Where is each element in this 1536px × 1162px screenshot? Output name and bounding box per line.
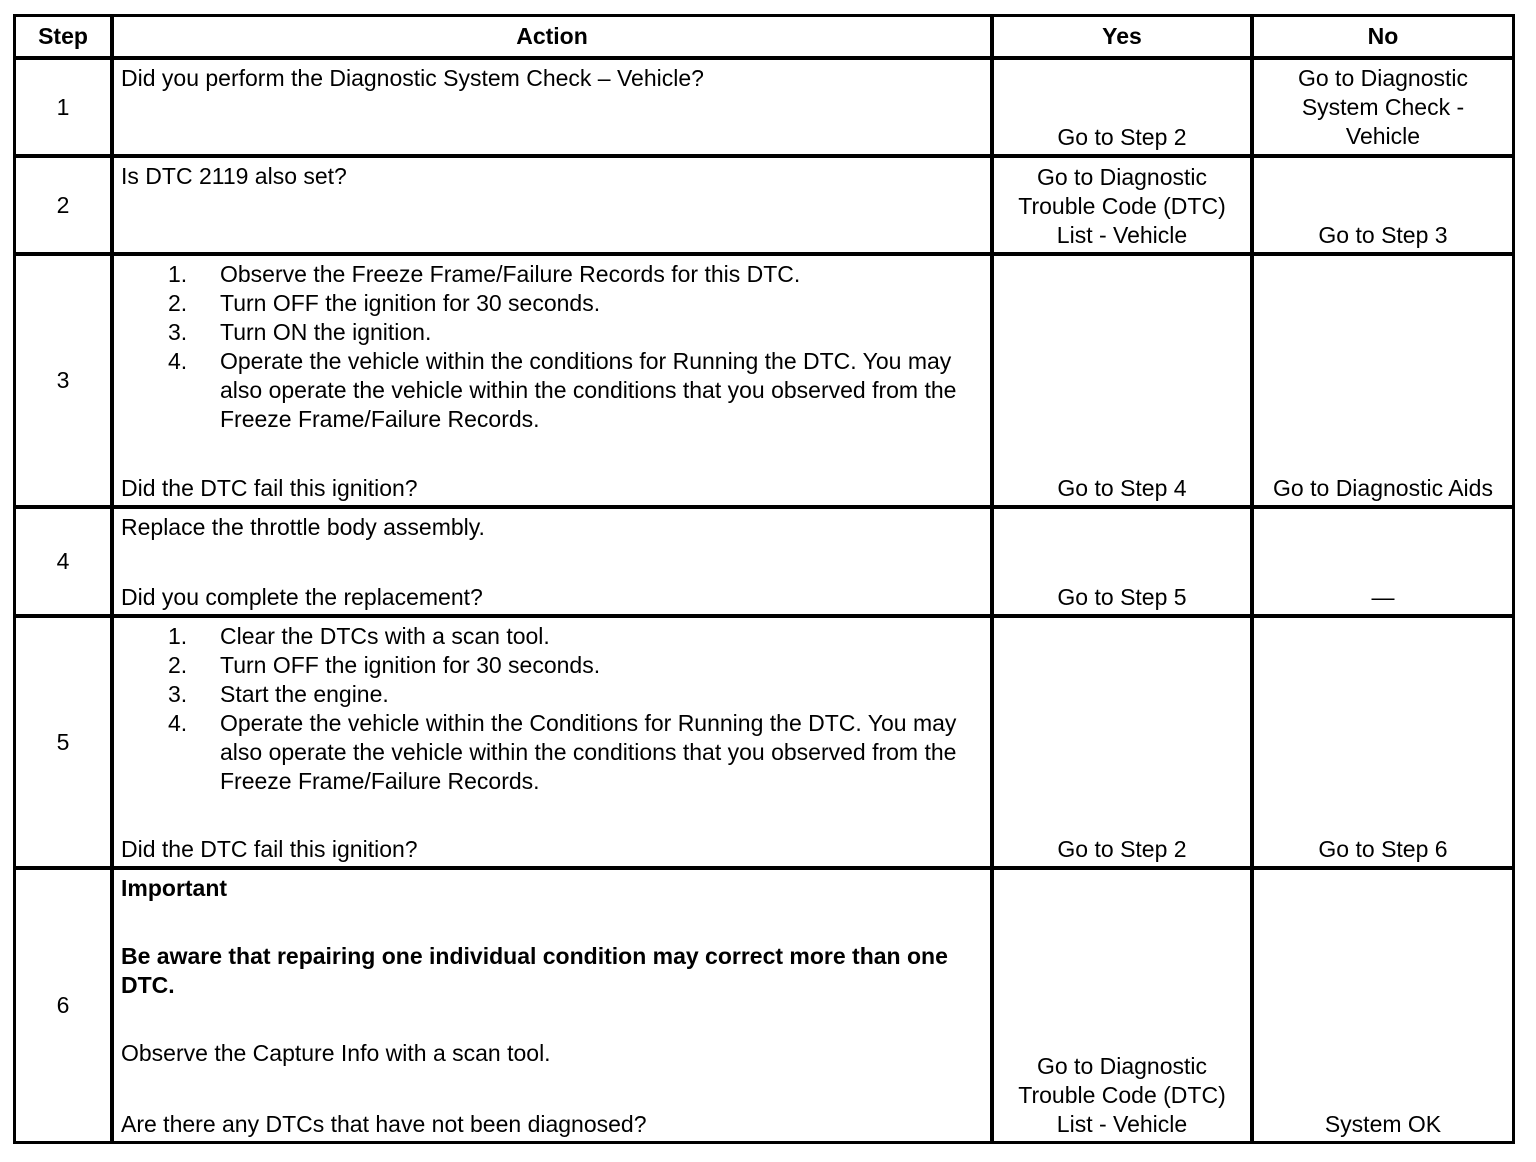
list-item: 1. Clear the DTCs with a scan tool. — [168, 623, 550, 649]
instruction-list — [121, 260, 982, 434]
list-item: 2. Turn OFF the ignition for 30 seconds. — [168, 652, 601, 678]
action-cell — [114, 509, 994, 614]
no-cell: Go to Diagnostic Aids — [1273, 475, 1493, 501]
table-row-step-6 — [16, 870, 1512, 1141]
list-item: 4. Operate the vehicle within the Conditions for Running the DTC. You may also operate the vehicle within the conditions that you observed from the Freeze Frame/Failure Records. — [168, 710, 957, 794]
action-text: Replace the throttle body assembly. — [121, 514, 485, 540]
no-cell: Go to Step 3 — [1318, 222, 1448, 248]
no-cell: — — [1371, 584, 1395, 610]
instruction-list — [121, 622, 982, 796]
header-action: Action — [114, 17, 994, 56]
action-question: Did the DTC fail this ignition? — [121, 475, 418, 501]
yes-cell: Go to Step 4 — [994, 256, 1254, 505]
yes-cell: Go to Diagnostic Trouble Code (DTC) List - Vehicle — [994, 158, 1254, 252]
table-row-step-3 — [16, 256, 1512, 509]
step-number: 1 — [16, 60, 114, 154]
important-warning: Be aware that repairing one individual condition may correct more than one DTC. — [121, 943, 948, 998]
header-no: No — [1367, 23, 1399, 49]
list-item: 2. Turn OFF the ignition for 30 seconds. — [168, 290, 601, 316]
step-number: 6 — [16, 870, 114, 1141]
no-cell: Go to Step 6 — [1318, 836, 1448, 862]
yes-cell: Go to Step 2 — [994, 60, 1254, 154]
step-number: 2 — [16, 158, 114, 252]
action-cell — [114, 618, 994, 866]
list-item: 1. Observe the Freeze Frame/Failure Records for this DTC. — [168, 261, 801, 287]
list-item: 3. Turn ON the ignition. — [168, 319, 432, 345]
action-cell — [114, 870, 994, 1141]
action-cell — [114, 256, 994, 505]
step-number: 5 — [16, 618, 114, 866]
table-row-step-1 — [16, 60, 1512, 158]
yes-cell: Go to Step 5 — [994, 509, 1254, 614]
important-heading: Important — [121, 875, 228, 901]
action-question: Are there any DTCs that have not been diagnosed? — [121, 1111, 647, 1137]
action-cell — [114, 158, 994, 252]
no-cell: Go to Diagnostic System Check - Vehicle — [1297, 65, 1469, 149]
yes-cell: Go to Diagnostic Trouble Code (DTC) List - Vehicle — [994, 870, 1254, 1141]
action-text: Is DTC 2119 also set? — [121, 163, 347, 189]
step-number: 4 — [16, 509, 114, 614]
action-question: Did the DTC fail this ignition? — [121, 836, 418, 862]
table-row-step-4 — [16, 509, 1512, 618]
list-item: 4. Operate the vehicle within the conditions for Running the DTC. You may also operate the vehicle within the conditions that you observed from the Freeze Frame/Failure Records. — [168, 348, 957, 432]
header-yes: Yes — [994, 17, 1254, 56]
list-item: 3. Start the engine. — [168, 681, 389, 707]
step-number: 3 — [16, 256, 114, 505]
table-row-step-5 — [16, 618, 1512, 870]
table-header-row — [16, 17, 1512, 60]
action-question: Did you complete the replacement? — [121, 584, 483, 610]
no-cell: System OK — [1324, 1111, 1442, 1137]
action-text: Observe the Capture Info with a scan tool. — [121, 1040, 551, 1066]
action-cell — [114, 60, 994, 154]
table-row-step-2 — [16, 158, 1512, 256]
diagnostic-table — [13, 14, 1515, 1144]
header-step: Step — [16, 17, 114, 56]
action-text: Did you perform the Diagnostic System Check – Vehicle? — [121, 65, 704, 91]
yes-cell: Go to Step 2 — [994, 618, 1254, 866]
